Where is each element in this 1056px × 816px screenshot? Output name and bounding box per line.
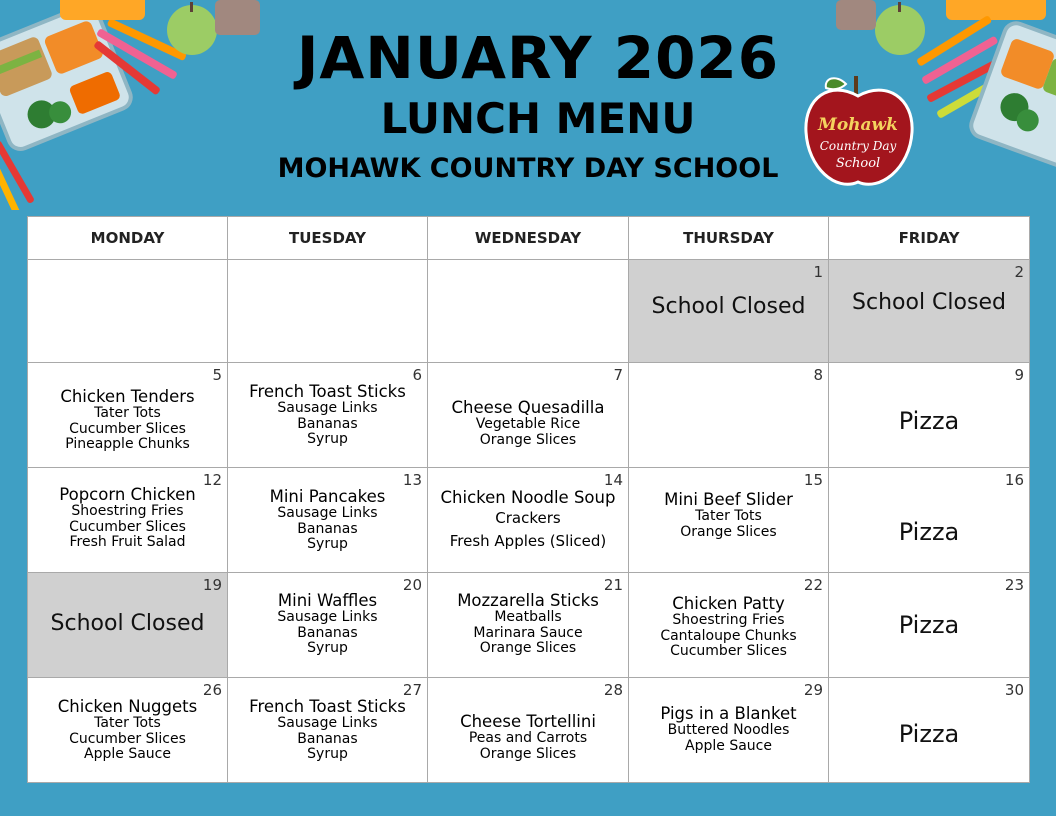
- day-cell-23: [829, 573, 1030, 678]
- side-item: Cantaloupe Chunks: [660, 627, 797, 644]
- logo-line1: Mohawk: [818, 115, 898, 135]
- date-number: 19: [202, 576, 222, 594]
- date-number: 22: [803, 576, 823, 594]
- day-cell-6: [228, 363, 428, 468]
- date-number: 12: [202, 471, 222, 489]
- main-dish: Pizza: [898, 518, 960, 546]
- menu-entry: [428, 398, 628, 448]
- side-item: Tater Tots: [695, 508, 762, 524]
- closed-label: School Closed: [50, 611, 205, 636]
- main-dish: Pizza: [898, 407, 960, 435]
- side-item: Cucumber Slices: [69, 518, 186, 535]
- main-dish: Chicken Patty: [672, 594, 785, 613]
- menu-entry: [629, 704, 828, 754]
- date-number: 7: [613, 366, 623, 384]
- side-item: Shoestring Fries: [71, 503, 184, 519]
- closed-label: School Closed: [651, 294, 806, 319]
- side-item: Sausage Links: [277, 715, 378, 731]
- side-item: Sausage Links: [277, 505, 378, 521]
- date-number: 27: [402, 681, 422, 699]
- day-cell-13: [228, 468, 428, 573]
- date-number: 6: [412, 366, 422, 384]
- menu-entry: [28, 697, 227, 763]
- menu-entry: [228, 697, 427, 763]
- day-cell-2: [829, 260, 1030, 363]
- side-item: Marinara Sauce: [473, 624, 583, 641]
- date-number: 29: [803, 681, 823, 699]
- main-dish: Popcorn Chicken: [59, 485, 196, 504]
- empty-cell: [428, 260, 629, 363]
- day-cell-8: [629, 363, 829, 468]
- school-name: MOHAWK COUNTRY DAY SCHOOL: [277, 153, 779, 184]
- menu-entry: [28, 485, 227, 551]
- side-item: Fresh Fruit Salad: [69, 534, 186, 550]
- main-dish: Pizza: [898, 611, 960, 639]
- day-cell-9: [829, 363, 1030, 468]
- side-item: Crackers: [495, 509, 561, 527]
- page-title: JANUARY 2026: [296, 24, 780, 92]
- menu-entry: [428, 712, 628, 762]
- side-item: Syrup: [307, 746, 348, 762]
- date-number: 21: [603, 576, 623, 594]
- main-dish: French Toast Sticks: [249, 382, 406, 401]
- day-cell-30: [829, 678, 1030, 783]
- side-item: Fresh Apples (Sliced): [449, 532, 607, 550]
- page-subtitle: LUNCH MENU: [380, 94, 696, 143]
- menu-entry: [428, 488, 628, 553]
- menu-entry: [228, 382, 427, 448]
- header-tuesday: TUESDAY: [228, 217, 428, 260]
- date-number: 9: [1014, 366, 1024, 384]
- week-row: [28, 678, 1030, 783]
- menu-entry: [629, 594, 828, 660]
- date-number: 16: [1004, 471, 1024, 489]
- day-cell-20: [228, 573, 428, 678]
- side-item: Apple Sauce: [685, 737, 772, 754]
- header-monday: MONDAY: [28, 217, 228, 260]
- side-item: Sausage Links: [277, 400, 378, 416]
- header-thursday: THURSDAY: [629, 217, 829, 260]
- day-cell-12: [28, 468, 228, 573]
- main-dish: Chicken Nuggets: [57, 697, 198, 716]
- side-item: Bananas: [297, 415, 358, 432]
- date-number: 14: [603, 471, 623, 489]
- side-item: Sausage Links: [277, 609, 378, 625]
- date-number: 28: [603, 681, 623, 699]
- side-item: Apple Sauce: [84, 746, 171, 762]
- date-number: 13: [402, 471, 422, 489]
- main-dish: French Toast Sticks: [249, 697, 406, 716]
- main-dish: Mini Pancakes: [269, 487, 386, 506]
- day-cell-26: [28, 678, 228, 783]
- side-item: Shoestring Fries: [672, 612, 785, 628]
- menu-entry: [28, 387, 227, 453]
- side-item: Tater Tots: [94, 405, 161, 421]
- weekday-header-row: [28, 217, 1030, 260]
- date-number: 30: [1004, 681, 1024, 699]
- main-dish: Pigs in a Blanket: [660, 704, 797, 723]
- side-item: Bananas: [297, 520, 358, 537]
- menu-calendar: [27, 216, 1030, 783]
- date-number: 20: [402, 576, 422, 594]
- side-item: Cucumber Slices: [69, 420, 186, 437]
- week-row: [28, 468, 1030, 573]
- day-cell-15: [629, 468, 829, 573]
- main-dish: Mini Beef Slider: [664, 490, 793, 509]
- side-item: Cucumber Slices: [670, 643, 787, 659]
- date-number: 26: [202, 681, 222, 699]
- side-item: Orange Slices: [680, 523, 777, 540]
- side-item: Syrup: [307, 431, 348, 447]
- side-item: Meatballs: [494, 609, 562, 625]
- logo-line2: Country Day: [819, 139, 897, 153]
- empty-cell: [228, 260, 428, 363]
- main-dish: Cheese Quesadilla: [451, 398, 605, 417]
- logo-line3: School: [835, 156, 881, 171]
- closed-label: School Closed: [852, 290, 1006, 315]
- date-number: 15: [803, 471, 823, 489]
- main-dish: Chicken Tenders: [60, 387, 195, 406]
- main-dish: Chicken Noodle Soup: [440, 488, 616, 507]
- side-item: Orange Slices: [479, 640, 577, 656]
- day-cell-22: [629, 573, 829, 678]
- menu-entry: [228, 487, 427, 553]
- day-cell-16: [829, 468, 1030, 573]
- date-number: 5: [212, 366, 222, 384]
- main-dish: Mozzarella Sticks: [457, 591, 599, 610]
- day-cell-5: [28, 363, 228, 468]
- day-cell-29: [629, 678, 829, 783]
- side-item: Syrup: [307, 536, 348, 552]
- header-wednesday: WEDNESDAY: [428, 217, 629, 260]
- empty-cell: [28, 260, 228, 363]
- side-item: Vegetable Rice: [475, 416, 581, 432]
- day-cell-14: [428, 468, 629, 573]
- side-item: Cucumber Slices: [69, 730, 186, 747]
- side-item: Peas and Carrots: [468, 730, 588, 746]
- school-logo-apple: [800, 70, 918, 194]
- side-item: Bananas: [297, 730, 358, 747]
- date-number: 8: [813, 366, 823, 384]
- main-dish: Mini Waffles: [277, 591, 378, 610]
- day-cell-21: [428, 573, 629, 678]
- side-item: Bananas: [297, 624, 358, 641]
- date-number: 1: [813, 263, 823, 281]
- side-item: Syrup: [307, 640, 348, 656]
- week-row: [28, 363, 1030, 468]
- side-item: Orange Slices: [479, 431, 577, 448]
- menu-entry: [428, 591, 628, 657]
- day-cell-7: [428, 363, 629, 468]
- day-cell-19: [28, 573, 228, 678]
- week-row: [28, 573, 1030, 678]
- side-item: Buttered Noodles: [667, 722, 790, 738]
- week-row: [28, 260, 1030, 363]
- side-item: Orange Slices: [479, 745, 577, 762]
- day-cell-27: [228, 678, 428, 783]
- menu-entry: [629, 490, 828, 540]
- main-dish: Pizza: [898, 720, 960, 748]
- side-item: Tater Tots: [94, 715, 161, 731]
- main-dish: Cheese Tortellini: [460, 712, 596, 731]
- menu-entry: [228, 591, 427, 657]
- date-number: 2: [1014, 263, 1024, 281]
- day-cell-1: [629, 260, 829, 363]
- side-item: Pineapple Chunks: [65, 436, 190, 452]
- header-friday: FRIDAY: [829, 217, 1030, 260]
- date-number: 23: [1004, 576, 1024, 594]
- day-cell-28: [428, 678, 629, 783]
